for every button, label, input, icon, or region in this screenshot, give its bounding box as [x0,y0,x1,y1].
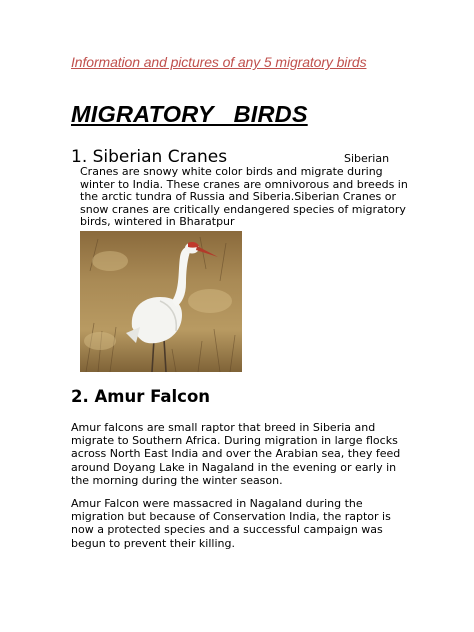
section-heading-amur-falcon: 2. Amur Falcon [71,387,211,406]
section-inline-text: Siberian [344,152,390,165]
document-title: MIGRATORY BIRDS [71,101,308,127]
section-heading-siberian-cranes: 1. Siberian Cranes [71,147,228,167]
siberian-crane-photo [80,231,242,372]
section-paragraph-amur-1: Amur falcons are small raptor that breed in Siberia and migrate to Southern Africa. During migration in large flocks across North East India and over the Arabian sea, they feed around Doyang Lake in Nagaland in the evening or early in the morning during the winter season. [71,421,401,487]
document-subtitle: Information and pictures of any 5 migratory birds [71,54,367,70]
section-paragraph-amur-2: Amur Falcon were massacred in Nagaland during the migration but because of Conservation India, the raptor is now a protected species and a successful campaign was begun to prevent their killing. [71,497,391,550]
section-body-siberian-cranes: Cranes are snowy white color birds and migrate during winter to India. These cranes are omnivorous and breeds in the arctic tundra of Russia and Siberia.Siberian Cranes or snow cranes are critically endangered species of migratory birds, wintered in Bharatpur [80,165,408,229]
